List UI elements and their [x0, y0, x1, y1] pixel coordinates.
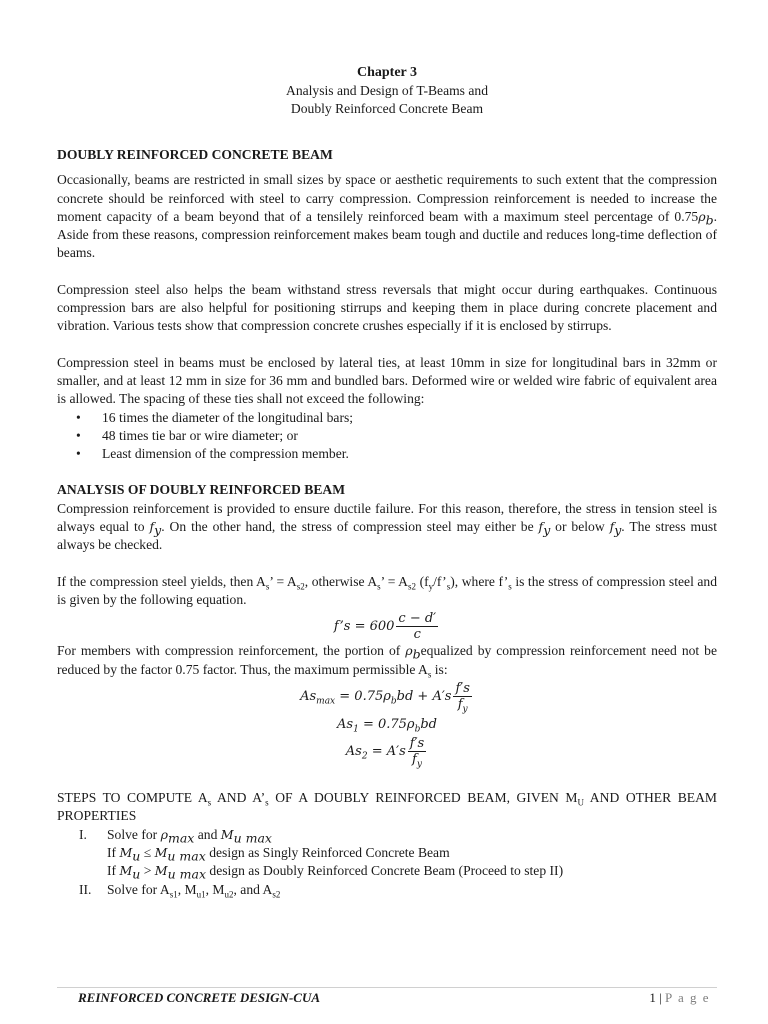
- bullet-icon: •: [76, 446, 81, 462]
- step-condition: If $M_u \le M_{u max}$ design as Singly Reinforced Concrete Beam: [107, 845, 450, 864]
- paragraph-ductile-failure: Compression reinforcement is provided to ensure ductile failure. For this reason, therefore, the stress in tension steel is always equal to $f_y$. On the other hand, the stress of compression steel may either be $f_y$ or below $f_y$. The stress must always be checked.: [57, 500, 717, 553]
- tie-spacing-list: [57, 409, 717, 464]
- document-page: [57, 64, 717, 899]
- step-item: I. Solve for $\rho_{max}$ and $M_{u max}$: [79, 826, 272, 846]
- page-number: 1: [649, 990, 656, 1005]
- step-number: II.: [79, 881, 92, 897]
- section-heading-steps: STEPS TO COMPUTE $A_s$ AND $A’_s$ OF A DOUBLY REINFORCED BEAM, GIVEN $M_U$ AND OTHER BEAM PROPERTIES: [57, 790, 717, 824]
- step-condition: If $M_u > M_{u max}$ design as Doubly Reinforced Concrete Beam (Proceed to step II): [107, 863, 564, 883]
- paragraph-compression-steel: Compression steel also helps the beam withstand stress reversals that might occur during earthquakes. Continuous compression bars are also helpful for positioning stirrups and keeping them in place during concrete placement and vibration. Various tests show that compression concrete crushes especially if it is enclosed by stirrups.: [57, 281, 717, 334]
- bullet-icon: •: [76, 427, 81, 443]
- list-item: • Least dimension of the compression member.: [57, 445, 717, 463]
- page-word: P a g e: [664, 990, 710, 1005]
- section-heading-analysis: ANALYSIS OF DOUBLY REINFORCED BEAM: [57, 482, 346, 498]
- chapter-title-line1: Analysis and Design of T-Beams and: [286, 83, 488, 98]
- paragraph-max-permissible: For members with compression reinforcement, the portion of $\rho_bequalized$ by compression reinforcement need not be reduced by the factor 0.75 factor. Thus, the maximum permissible $A_s$ is:: [57, 643, 717, 680]
- bullet-icon: •: [76, 409, 81, 425]
- footer-page-indicator: 1 | P a g e: [649, 990, 710, 1005]
- equation-fs: f’s = 600 $\frac{c - d'}{c}$: [333, 611, 437, 643]
- paragraph-lateral-ties: Compression steel in beams must be enclosed by lateral ties, at least 10mm in size for longitudinal bars in 32mm or smaller, and at least 12 mm in size for 36 mm and bundled bars. Deformed wire or welded wire fabric of equivalent area is allowed. The spacing of these ties shall not exceed the following:: [57, 354, 717, 407]
- section-heading-doubly: DOUBLY REINFORCED CONCRETE BEAM: [57, 147, 333, 162]
- step-item: II. Solve for $A_{s1}$, $M_{u1}$, $M_{u2}$, and $A_{s2}$: [79, 881, 281, 900]
- chapter-label: Chapter 3: [356, 65, 418, 80]
- steps-list: [57, 826, 717, 899]
- list-item: • 16 times the diameter of the longitudinal bars;: [57, 409, 717, 427]
- paragraph-intro: Occasionally, beams are restricted in small sizes by space or aesthetic requirements to such extent that the compression concrete should be reinforced with steel to carry compression. Compression reinforcement is needed to increase the moment capacity of a beam beyond that of a tensilely reinforced beam with a maximum steel percentage of $0.75\rho_b$. Aside from these reasons, compression reinforcement makes beam tough and ductile and reduces long-time deflection of beams.: [57, 172, 717, 261]
- chapter-title-line2: Doubly Reinforced Concrete Beam: [290, 101, 484, 116]
- footer-course-title: REINFORCED CONCRETE DESIGN-CUA: [78, 990, 321, 1005]
- footer-divider: [57, 987, 717, 988]
- equation-as-max: $As_{max} = 0.75\rho_bbd + A's$ $\frac{f's}{f_y}$: [300, 680, 470, 715]
- paragraph-compression-yield: If the compression steel yields, then $A_s$’ = $A_{s2}$, otherwise $A_s$’ = $A_{s2}$ $(f_y/f’_s)$, where $f’_s$ is the stress of compression steel and is given by the following equation.: [57, 573, 718, 607]
- equation-as1: $As_1 = 0.75\rho_bbd$: [337, 716, 437, 735]
- step-number: I.: [79, 826, 87, 842]
- list-item: • 48 times tie bar or wire diameter; or: [57, 427, 717, 445]
- equation-as2: $As_2 = A's$ $\frac{f's}{f_y}$: [345, 736, 425, 770]
